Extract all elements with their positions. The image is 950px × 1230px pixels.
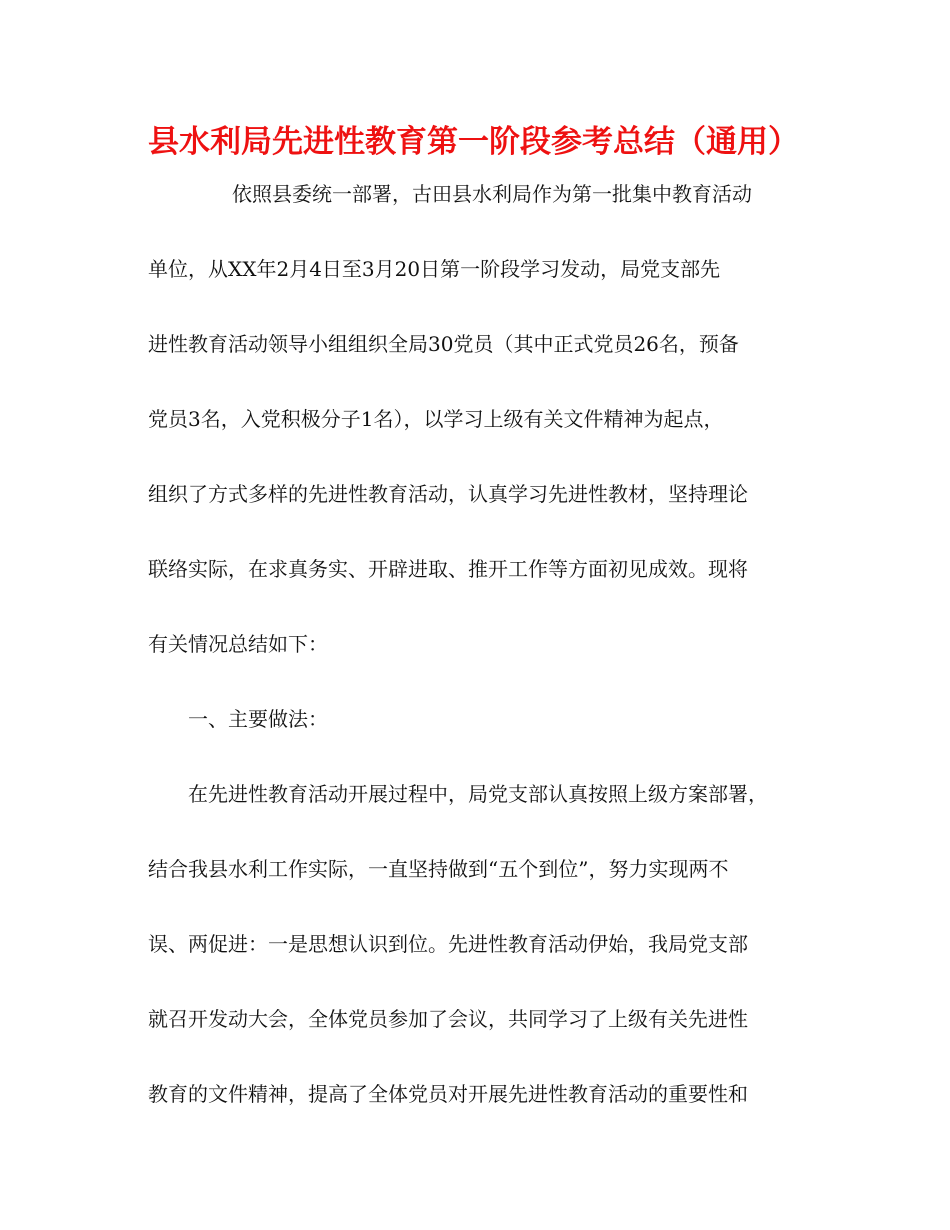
section-heading: 一、主要做法： <box>188 707 328 731</box>
document-title: 县水利局先进性教育第一阶段参考总结（通用） <box>148 124 799 160</box>
paragraph-line: 组织了方式多样的先进性教育活动，认真学习先进性教材，坚持理论 <box>148 482 748 506</box>
paragraph-line: 在先进性教育活动开展过程中，局党支部认真按照上级方案部署， <box>188 782 768 806</box>
paragraph-line: 误、两促进：一是思想认识到位。先进性教育活动伊始，我局党支部 <box>148 932 748 956</box>
paragraph-line: 就召开发动大会，全体党员参加了会议，共同学习了上级有关先进性 <box>148 1007 748 1031</box>
paragraph-line: 单位，从XX年2月4日至3月20日第一阶段学习发动，局党支部先 <box>148 257 721 281</box>
paragraph-line: 结合我县水利工作实际，一直坚持做到“五个到位”，努力实现两不 <box>148 857 729 881</box>
paragraph-line: 依照县委统一部署，古田县水利局作为第一批集中教育活动 <box>232 182 752 206</box>
paragraph-line: 进性教育活动领导小组组织全局30党员（其中正式党员26名，预备 <box>148 332 739 356</box>
paragraph-line: 有关情况总结如下： <box>148 632 328 656</box>
paragraph-line: 党员3名，入党积极分子1名），以学习上级有关文件精神为起点， <box>148 407 724 431</box>
paragraph-line: 联络实际，在求真务实、开辟进取、推开工作等方面初见成效。现将 <box>148 557 748 581</box>
paragraph-line: 教育的文件精神，提高了全体党员对开展先进性教育活动的重要性和 <box>148 1082 748 1106</box>
